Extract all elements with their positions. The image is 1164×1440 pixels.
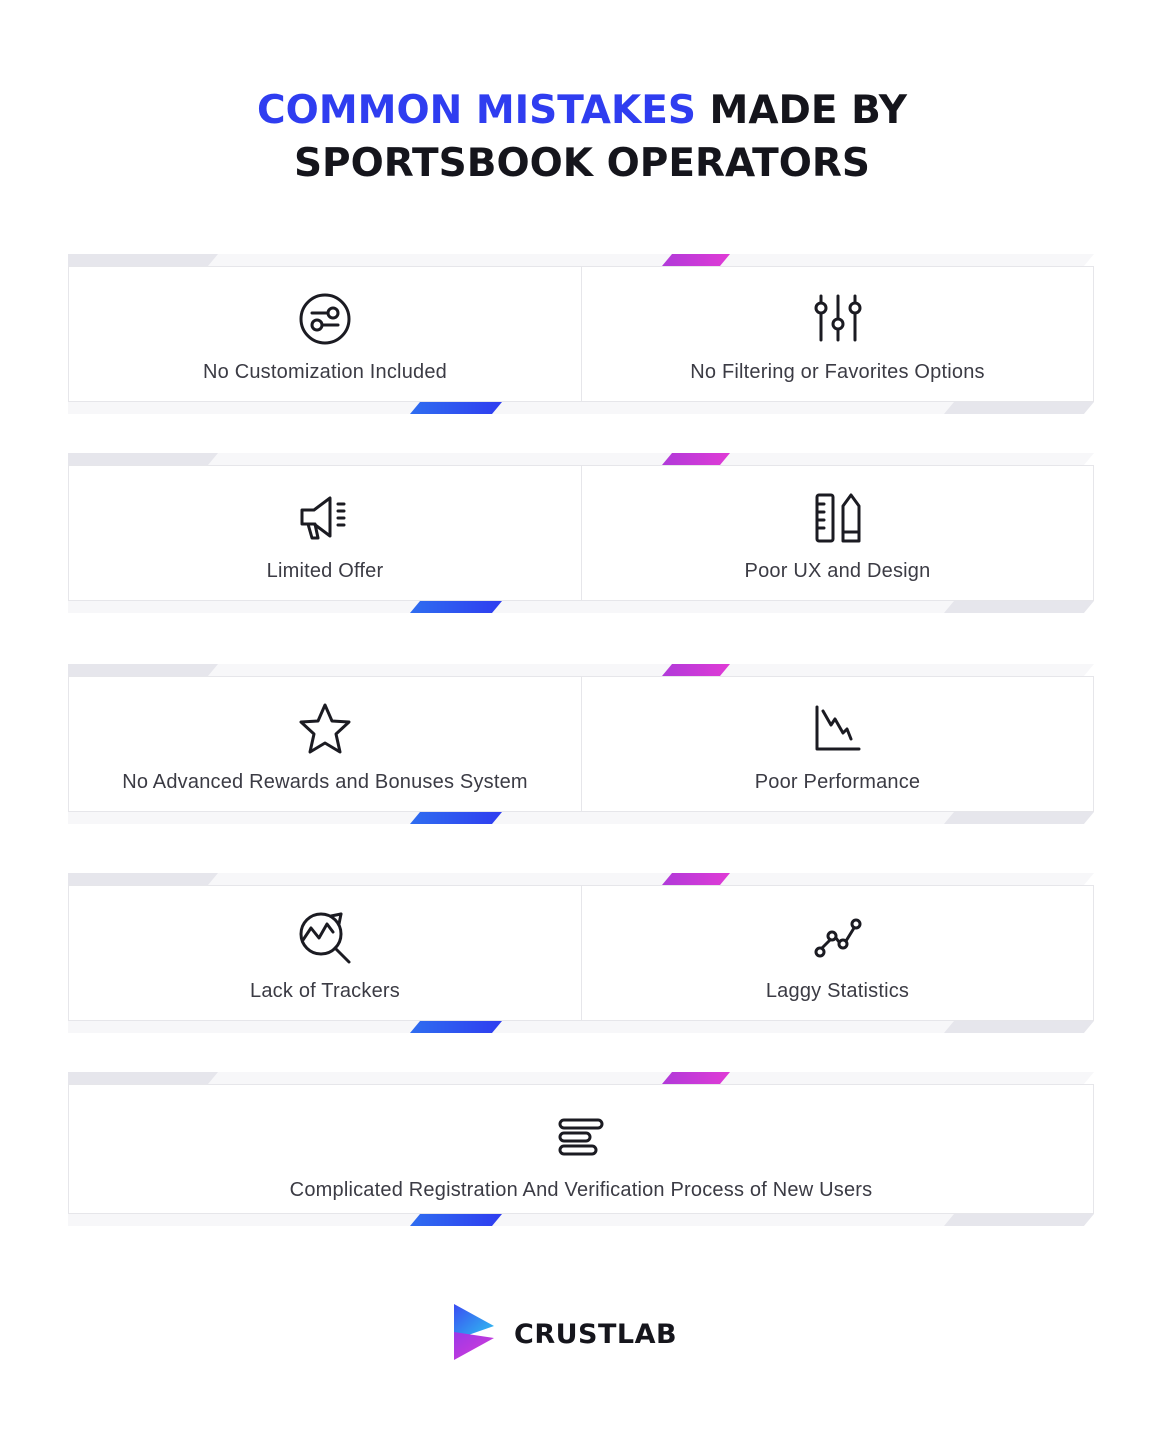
- ruler-pencil-icon: [810, 490, 866, 546]
- mistake-item: [582, 466, 1093, 600]
- megaphone-icon: [297, 490, 353, 546]
- page-title: [0, 84, 1164, 190]
- logo-text: CRUSTLAB: [514, 1319, 678, 1350]
- mistake-row-5: [68, 1072, 1094, 1226]
- mistake-item: [69, 886, 582, 1020]
- row-top-strip: [68, 453, 1094, 465]
- row-top-strip: [68, 664, 1094, 676]
- mistake-row-2: [68, 453, 1094, 613]
- mistake-row-4: [68, 873, 1094, 1033]
- title-highlight: COMMON MISTAKES: [257, 88, 696, 133]
- row-top-strip: [68, 873, 1094, 885]
- line-graph-icon: [810, 910, 866, 966]
- magnifier-chart-icon: [297, 910, 353, 966]
- mistake-item: [582, 267, 1093, 401]
- mistake-label: No Customization Included: [202, 361, 447, 383]
- mistake-item: [69, 677, 582, 811]
- brand-logo[interactable]: [452, 1302, 677, 1367]
- text-lines-icon: [553, 1109, 609, 1165]
- mistake-card: [68, 1084, 1094, 1214]
- mistake-label: Lack of Trackers: [250, 980, 400, 1002]
- row-bottom-strip: [68, 812, 1094, 824]
- mistake-item: [69, 1085, 1093, 1213]
- row-top-strip: [68, 1072, 1094, 1084]
- mistake-row-3: [68, 664, 1094, 824]
- mistake-item: [582, 886, 1093, 1020]
- mistake-label: No Advanced Rewards and Bonuses System: [122, 771, 528, 793]
- mistake-label: Laggy Statistics: [765, 980, 910, 1002]
- mistake-label: Poor Performance: [754, 771, 921, 793]
- row-bottom-strip: [68, 601, 1094, 613]
- mistake-card: [68, 266, 1094, 402]
- mistake-item: [69, 466, 582, 600]
- declining-chart-icon: [810, 701, 866, 757]
- toggle-circle-icon: [297, 291, 353, 347]
- mistake-label: Complicated Registration And Verification Process of New Users: [289, 1179, 873, 1201]
- title-line2: SPORTSBOOK OPERATORS: [293, 141, 871, 186]
- mistake-item: [69, 267, 582, 401]
- mistake-label: Limited Offer: [266, 560, 384, 582]
- mistake-card: [68, 885, 1094, 1021]
- mistake-item: [582, 677, 1093, 811]
- row-top-strip: [68, 254, 1094, 266]
- mistake-label: Poor UX and Design: [744, 560, 931, 582]
- crustlab-logo-icon: [452, 1302, 496, 1367]
- title-line1-rest: MADE BY: [695, 88, 907, 133]
- row-bottom-strip: [68, 402, 1094, 414]
- row-bottom-strip: [68, 1021, 1094, 1033]
- star-icon: [297, 701, 353, 757]
- mistake-label: No Filtering or Favorites Options: [690, 361, 985, 383]
- mistake-card: [68, 676, 1094, 812]
- sliders-icon: [810, 291, 866, 347]
- mistake-card: [68, 465, 1094, 601]
- mistake-row-1: [68, 254, 1094, 414]
- row-bottom-strip: [68, 1214, 1094, 1226]
